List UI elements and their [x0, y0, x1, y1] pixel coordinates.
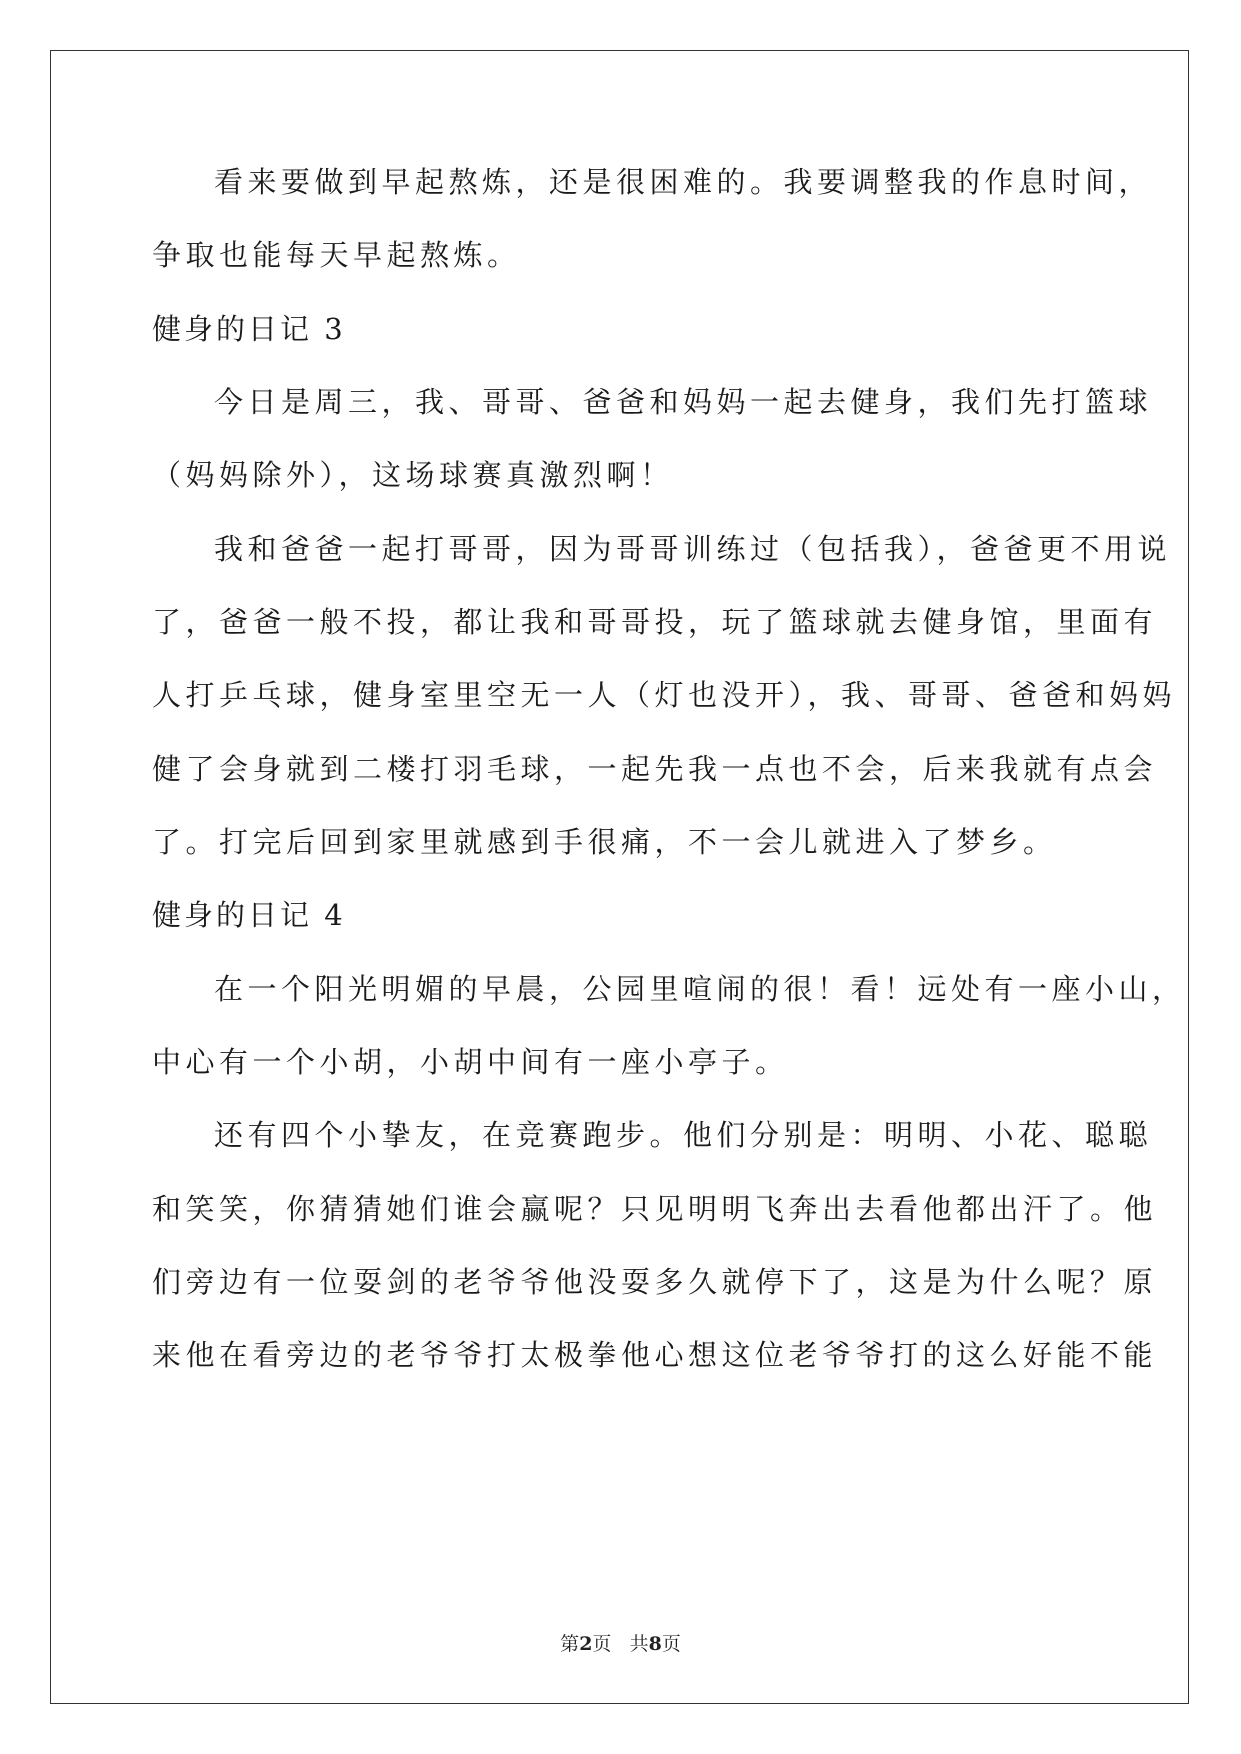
paragraph-line: 今日是周三，我、哥哥、爸爸和妈妈一起去健身，我们先打篮球 [214, 385, 1153, 419]
section-heading: 健身的日记 4 [152, 898, 346, 932]
page-suffix: 页 [592, 1633, 612, 1655]
paragraph-line: 来他在看旁边的老爷爷打太极拳他心想这位老爷爷打的这么好能不能 [152, 1338, 1158, 1372]
total-suffix: 页 [661, 1633, 681, 1655]
page-border [50, 50, 1189, 1704]
page-total: 8 [648, 1633, 662, 1655]
page-current: 2 [579, 1633, 593, 1655]
paragraph-line: 健了会身就到二楼打羽毛球，一起先我一点也不会，后来我就有点会 [152, 752, 1158, 786]
paragraph-line: 们旁边有一位耍剑的老爷爷他没耍多久就停下了，这是为什么呢？原 [152, 1265, 1158, 1299]
total-prefix: 共 [629, 1633, 649, 1655]
paragraph-line: 还有四个小挚友，在竞赛跑步。他们分别是：明明、小花、聪聪 [214, 1118, 1153, 1152]
paragraph-line: 和笑笑，你猜猜她们谁会赢呢？只见明明飞奔出去看他都出汗了。他 [152, 1192, 1158, 1226]
paragraph-line: 我和爸爸一起打哥哥，因为哥哥训练过（包括我），爸爸更不用说 [214, 532, 1172, 566]
paragraph-line: 人打乒乓球，健身室里空无一人（灯也没开），我、哥哥、爸爸和妈妈 [152, 678, 1177, 712]
section-heading: 健身的日记 3 [152, 312, 346, 346]
page-footer [0, 1632, 1241, 1656]
paragraph-line: 在一个阳光明媚的早晨，公园里喧闹的很！看！远处有一座小山， [214, 972, 1186, 1006]
paragraph-line: （妈妈除外），这场球赛真激烈啊！ [152, 458, 674, 492]
page-prefix: 第 [560, 1633, 580, 1655]
paragraph-line: 争取也能每天早起熬炼。 [152, 238, 521, 272]
paragraph-line: 中心有一个小胡，小胡中间有一座小亭子。 [152, 1045, 789, 1079]
paragraph-line: 了。打完后回到家里就感到手很痛，不一会儿就进入了梦乡。 [152, 825, 1057, 859]
paragraph-line: 了，爸爸一般不投，都让我和哥哥投，玩了篮球就去健身馆，里面有 [152, 605, 1158, 639]
paragraph-line: 看来要做到早起熬炼，还是很困难的。我要调整我的作息时间， [214, 165, 1153, 199]
